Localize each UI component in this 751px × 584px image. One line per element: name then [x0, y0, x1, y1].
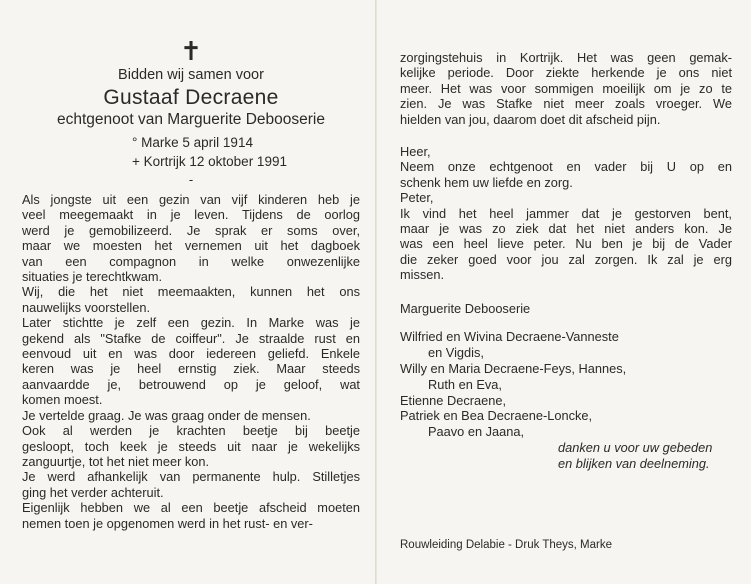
text-line: Peter, [400, 190, 434, 206]
text-line: komen moest. [22, 392, 103, 408]
card-fold [375, 0, 377, 584]
cross-icon: ✝ [180, 36, 202, 66]
deceased-name: Gustaaf Decraene [103, 86, 279, 109]
biography-text [22, 192, 360, 531]
thanks-line-1: danken u voor uw gebeden [558, 440, 713, 456]
text-line: Ook al werden je krachten beetje bij beetje [22, 423, 360, 439]
text-line: gekend als "Stafke de coiffeur". Je straalde rust en [22, 330, 360, 346]
biography-continued [400, 50, 732, 127]
prayer-text [400, 144, 732, 283]
family-list [400, 329, 732, 440]
text-line: Heer, [400, 144, 431, 160]
widow-name: Marguerite Debooserie [400, 300, 531, 316]
text-line: van een compagnon in welke onwezenlijke [22, 253, 360, 269]
spouse-line: echtgenoot van Marguerite Debooserie [57, 111, 325, 128]
text-line: hielden van jou, daarom doet dit afscheid pijn. [400, 111, 661, 127]
intro-line: Bidden wij samen voor [118, 67, 264, 83]
separator: - [188, 172, 194, 187]
card-header [22, 38, 360, 130]
text-line: maar we moesten het vernemen uit het dagboek [22, 238, 360, 254]
text-line: Als jongste uit een gezin van vijf kinderen heb je [22, 192, 360, 207]
text-line: die zeker goed voor jou zal zorgen. Ik zal je erg [400, 251, 732, 267]
family-member-line: Ruth en Eva, [428, 376, 502, 392]
text-line: zien. Je was Stafke niet meer zoals vroeger. We [400, 96, 732, 112]
text-line: meer. Het was voor sommigen moeilijk om je zo te [400, 80, 732, 96]
thanks-line-2: en blijken van deelneming. [558, 456, 710, 472]
family-member-line: Willy en Maria Decraene-Feys, Hannes, [400, 361, 627, 377]
text-line: was een heel lieve peter. Nu ben je bij de Vader [400, 236, 732, 252]
text-line: eenvoud uit en was door iedereen geliefd. Enkele [22, 346, 360, 362]
family-member-line: en Vigdis, [428, 345, 484, 361]
text-line: nemen toen je opgenomen werd in het rust- en ver- [22, 515, 313, 531]
text-line: maar je was zo ziek dat het niet anders kon. Je [400, 221, 732, 237]
family-member-line: Patriek en Bea Decraene-Loncke, [400, 408, 593, 424]
text-line: aanvaardde je, betrouwend op je geloof, wat [22, 376, 360, 392]
family-member-line: Wilfried en Wivina Decraene-Vanneste [400, 329, 619, 345]
text-line: situaties je terechtkwam. [22, 269, 163, 285]
text-line: Je werd afhankelijk van permanente hulp. Stilletjes [22, 469, 360, 485]
text-line: werd je gemobilizeerd. Je sprak er soms over, [22, 222, 360, 238]
text-line: keren was je heel ernstig ziek. Maar steeds [22, 361, 360, 377]
text-line: schenk hem uw liefde en zorg. [400, 174, 573, 190]
text-line: nauwelijks voorstellen. [22, 299, 151, 315]
text-line: Ik vind het heel jammer dat je gestorven bent, [400, 205, 732, 221]
text-line: ging het verder achteruit. [22, 484, 164, 500]
text-line: zorgingstehuis in Kortrijk. Het was geen gemak- [400, 50, 732, 65]
text-line: kelijke periode. Door ziekte herkende je ons niet [400, 65, 732, 81]
text-line: Later stichtte je zelf een gezin. In Marke was je [22, 315, 360, 331]
text-line: Neem onze echtgenoot en vader bij U op en [400, 159, 732, 175]
text-line: Wij, die het niet meemaakten, kunnen het ons [22, 284, 360, 300]
right-panel [400, 50, 732, 472]
text-line: Je vertelde graag. Je was graag onder de mensen. [22, 407, 311, 423]
text-line: missen. [400, 267, 445, 283]
left-panel [22, 38, 360, 531]
text-line: gesloopt, toch keek je steeds uit naar je wekelijks [22, 438, 360, 454]
birth-date: ° Marke 5 april 1914 [132, 135, 253, 150]
text-line: Eigenlijk hebben we al een beetje afscheid moeten [22, 500, 360, 516]
text-line: veel meegemaakt in je leven. Tijdens de oorlog [22, 207, 360, 223]
text-line: zanguurtje, tot het niet meer kon. [22, 453, 210, 469]
printer-footer: Rouwleiding Delabie - Druk Theys, Marke [400, 539, 612, 551]
family-member-line: Etienne Decraene, [400, 392, 506, 408]
death-date: + Kortrijk 12 oktober 1991 [132, 154, 287, 169]
family-member-line: Paavo en Jaana, [428, 424, 525, 440]
